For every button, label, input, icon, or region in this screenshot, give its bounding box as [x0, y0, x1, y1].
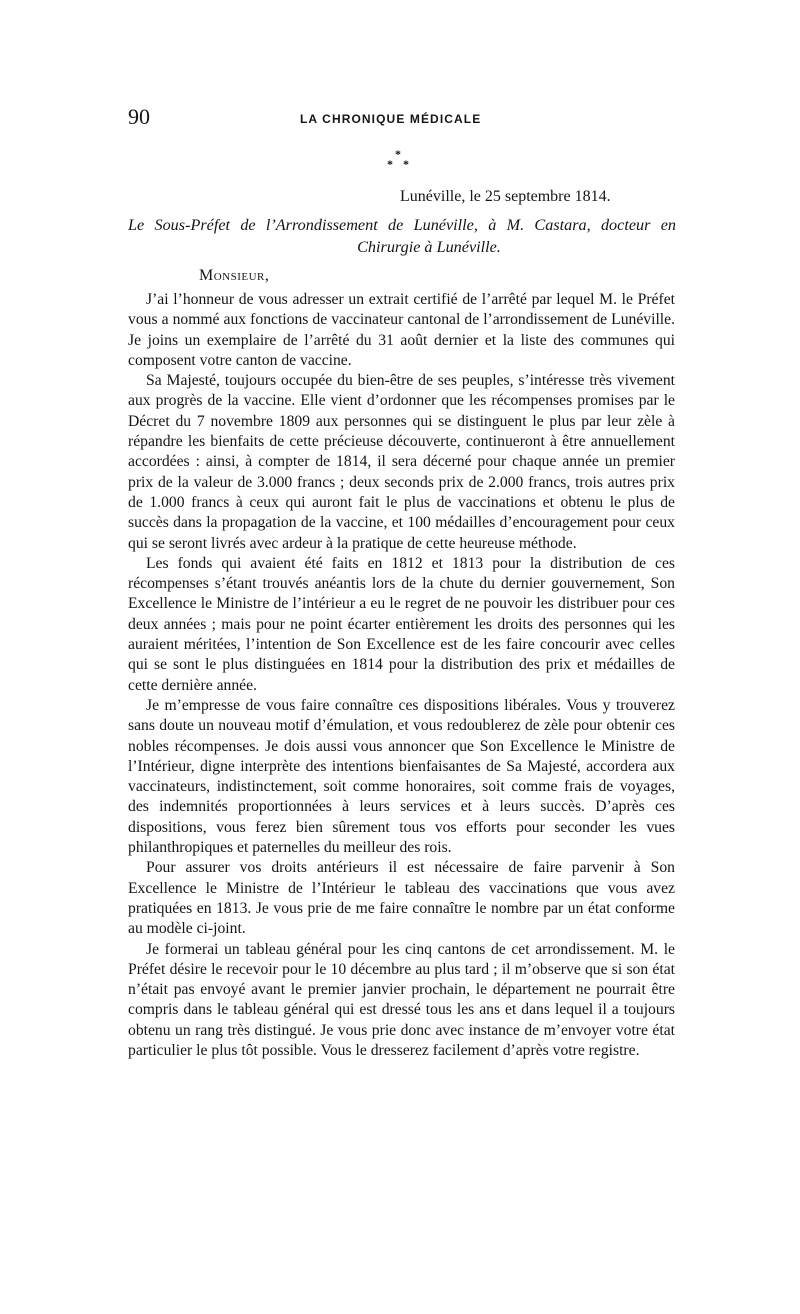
letter-body [128, 290, 675, 1061]
paragraph: Sa Majesté, toujours occupée du bien-être de ses peuples, s’intéresse très vivement aux progrès de la vaccine. Elle vient d’ordonner que les récompenses promises par le Décret du 7 novembre 1809 aux personnes qui se distinguent le plus par leur zèle à répandre les bienfaits de cette précieuse découverte, continueront à être annuellement accordées : ainsi, à compter de 1814, il sera décerné pour chaque année un premier prix de la valeur de 3.000 francs ; deux seconds prix de 2.000 francs, trois autres prix de 1.000 francs à ceux qui auront fait le plus de vaccinations et obtenu le plus de succès dans la propagation de la vaccine, et 100 médailles d’encouragement pour ceux qui se seront livrés avec ardeur à la pratique de cette heureuse méthode. [128, 372, 675, 552]
salutation: Monsieur, [199, 267, 270, 284]
address-line: Chirurgie à Lunéville. [357, 238, 501, 256]
running-title: LA CHRONIQUE MÉDICALE [300, 112, 482, 126]
letter-address [128, 214, 676, 258]
paragraph: Les fonds qui avaient été faits en 1812 et 1813 pour la distribution de ces récompenses s’étant trouvés anéantis lors de la chute du dernier gouvernement, Son Excellence le Ministre de l’intérieur a eu le regret de ne pouvoir les distribuer pour ces deux années ; mais pour ne point écarter entièrement les droits des personnes qui les auraient méritées, l’intention de Son Excellence est de les faire concourir avec celles qui se sont le plus distinguées en 1814 pour la distribution des prix et médailles de cette dernière année. [128, 554, 675, 694]
paragraph: Je m’empresse de vous faire connaître ces dispositions libérales. Vous y trouverez sans doute un nouveau motif d’émulation, et vous redoublerez de zèle pour obtenir ces nobles récompenses. Je dois aussi vous annoncer que Son Excellence le Ministre de l’Intérieur, digne interprète des intentions bienfaisantes de Sa Majesté, accordera aux vaccinateurs, indistinctement, soit comme honoraires, soit comme frais de voyages, des indemnités proportionnées à leurs services et à leurs succès. D’après ces dispositions, vous ferez bien sûrement tous vos efforts pour seconder les vues philanthropiques et paternelles du meilleur des rois. [128, 696, 675, 857]
section-mark-asterisk: * [403, 157, 409, 171]
paragraph: Pour assurer vos droits antérieurs il est nécessaire de faire parvenir à Son Excellence le Ministre de l’Intérieur le tableau des vaccinations que vous avez pratiquées en 1813. Je vous prie de me faire connaître le nombre par un état conforme au modèle ci-joint. [128, 859, 675, 938]
paragraph: J’ai l’honneur de vous adresser un extrait certifié de l’arrêté par lequel M. le Préfet vous a nommé aux fonctions de vaccinateur cantonal de l’arrondissement de Lunéville. Je joins un exemplaire de l’arrêté du 31 août dernier et la liste des communes qui composent votre canton de vaccine. [128, 291, 675, 369]
paragraph: Je formerai un tableau général pour les cinq cantons de cet arrondissement. M. le Préfet désire le recevoir pour le 10 décembre au plus tard ; il m’observe que si son état n’était pas envoyé avant le premier janvier prochain, le département ne pourrait être compris dans le tableau général qui est dressé tous les ans et dans lequel il a toujours obtenu un rang très distingué. Je vous prie donc avec instance de m’envoyer votre état particulier le plus tôt possible. Vous le dresserez facilement d’après votre registre. [128, 940, 675, 1059]
section-mark-asterisk: * [387, 157, 393, 171]
section-mark [381, 148, 421, 178]
section-mark-asterisk: * [395, 147, 401, 161]
address-line: Le Sous-Préfet de l’Arrondissement de Lunéville, à M. Castara, docteur en [128, 216, 676, 234]
dateline: Lunéville, le 25 septembre 1814. [400, 188, 611, 205]
page-number: 90 [128, 104, 150, 129]
